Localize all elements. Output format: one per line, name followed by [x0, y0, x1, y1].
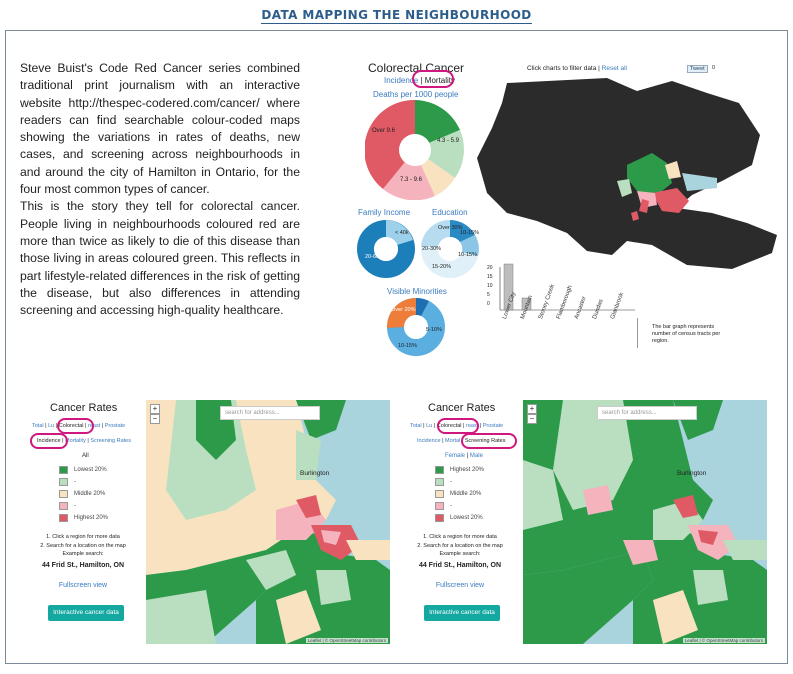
right-panel-title: Cancer Rates	[428, 402, 496, 414]
highlight-mortality	[412, 70, 454, 88]
left-legend-label-3: -	[74, 503, 76, 509]
right-tab-mortality[interactable]: Mortal	[445, 438, 461, 444]
left-map-city-label: Burlington	[300, 470, 330, 477]
right-highlight-colorectal	[437, 418, 479, 434]
bar-label-1: Mountain	[520, 294, 535, 321]
tab-sep: |	[420, 76, 423, 85]
visible-minorities-label: Visible Minorities	[387, 287, 447, 296]
bar-note: The bar graph represents number of census tracts per region.	[652, 324, 721, 344]
right-legend-label-3: -	[450, 503, 452, 509]
paragraph-2: This is the story they tell for colorectal cancer. People living in neighbourhoods coloured red are more than twice as likely to die of this disease than those living in areas coloured green. This reflects in part lifestyle-related differences in the risk of getting the disease, but also differences in attending screening and accessing high-quality healthcare.	[20, 199, 300, 318]
tab-mortality[interactable]: Mortality	[424, 76, 456, 85]
left-legend-head: All	[82, 453, 89, 459]
right-legend-swatch-3	[435, 502, 444, 510]
left-legend-label-2: Middle 20%	[74, 491, 106, 497]
tweet-button[interactable]: Tweet	[687, 65, 708, 73]
right-gender-male[interactable]: Male	[469, 453, 483, 459]
left-legend-swatch-4	[59, 514, 68, 522]
left-tab-breast[interactable]: reast	[88, 423, 101, 429]
bar-label-0: Lower City	[502, 291, 518, 321]
slice-label-lowest: 4.3 - 5.9	[437, 138, 460, 144]
left-map-attribution: Leaflet | © OpenStreetMap contributors	[307, 638, 386, 643]
slice-label-high: 7.3 - 9.6	[400, 177, 423, 183]
left-choropleth-map[interactable]	[146, 400, 390, 644]
left-legend-swatch-3	[59, 502, 68, 510]
right-map-attribution: Leaflet | © OpenStreetMap contributors	[684, 638, 763, 643]
tweet-count: 0	[712, 65, 716, 71]
right-legend-label-2: Middle 20%	[450, 491, 482, 497]
bar-note-divider	[637, 318, 639, 348]
right-tab-lung[interactable]: Lu	[426, 423, 433, 429]
education-label: Education	[432, 208, 468, 217]
vm-slice-label-2: 5-10%	[426, 327, 442, 333]
education-slice-label-3: 20-30%	[422, 246, 441, 252]
bar-label-5: Dundas	[592, 298, 605, 321]
left-tab-prostate[interactable]: Prostate	[104, 423, 126, 429]
right-instructions: 1. Click a region for more data 2. Search for a location on the map Example search:	[417, 534, 503, 557]
article-body	[20, 60, 300, 319]
left-highlight-incidence	[30, 433, 68, 449]
left-tab-incidence[interactable]: Incidence	[37, 438, 61, 444]
left-legend-label-4: Highest 20%	[74, 515, 109, 521]
education-slice-label-2: 10-15%	[460, 230, 479, 236]
paragraph-1: Steve Buist's Code Red Cancer series combined traditional print journalism with an interactive website http://thespec-codered.com/cancer/ where readers can find searchable colour-coded maps showing the variations in rates of deaths, new cases, and screening across neighbourhoods in and around the city of Hamilton in Ontario, for the four most common types of cancer.	[20, 61, 300, 197]
left-instructions: 1. Click a region for more data 2. Search for a location on the map Example search:	[40, 534, 126, 557]
right-legend-swatch-4	[435, 514, 444, 522]
bar-label-3: Flamborough	[556, 284, 574, 321]
mortality-donut-chart[interactable]	[365, 100, 465, 200]
right-zoom-controls	[527, 404, 537, 424]
right-legend-label-1: -	[450, 479, 452, 485]
bar-label-2: Stoney Creek	[538, 283, 557, 321]
reset-all-link[interactable]: Reset all	[601, 65, 627, 72]
left-panel-title: Cancer Rates	[50, 402, 118, 414]
right-tab-incidence[interactable]: Incidence	[417, 438, 441, 444]
left-legend-label-0: Lowest 20%	[74, 467, 107, 473]
dashboard-subtitle: Deaths per 1000 people	[373, 90, 459, 99]
right-map-tiles	[523, 400, 767, 644]
left-legend-swatch-0	[59, 466, 68, 474]
left-tab-colorectal[interactable]: Colorectal	[58, 423, 84, 429]
right-gender-filter: Female | Male	[445, 453, 483, 459]
slice-label-highest: Over 9.6	[372, 128, 396, 134]
left-tab-lung[interactable]: Lu	[48, 423, 55, 429]
right-map-city-label: Burlington	[677, 470, 707, 477]
right-example-address: 44 Frid St., Hamilton, ON	[418, 562, 502, 569]
right-gender-female[interactable]: Female	[445, 453, 466, 459]
right-zoom-out-button[interactable]: −	[527, 414, 537, 424]
left-legend-label-1: -	[74, 479, 76, 485]
right-legend-swatch-0	[435, 466, 444, 474]
family-income-donut[interactable]	[357, 220, 415, 278]
left-legend-swatch-1	[59, 478, 68, 486]
right-tab-breast[interactable]: reast	[466, 423, 479, 429]
right-tab-colorectal[interactable]: Colorectal	[436, 423, 462, 429]
right-legend-label-0: Highest 20%	[450, 467, 485, 473]
right-choropleth-map[interactable]	[523, 400, 767, 644]
filter-text: Click charts to filter data | Reset all	[527, 65, 627, 72]
left-highlight-colorectal	[57, 418, 94, 434]
left-zoom-out-button[interactable]: −	[150, 414, 160, 424]
right-legend-swatch-1	[435, 478, 444, 486]
left-tab-mortality[interactable]: Mortality	[65, 438, 86, 444]
right-tab-prostate[interactable]: Prostate	[482, 423, 504, 429]
left-zoom-controls	[150, 404, 160, 424]
right-zoom-in-button[interactable]: +	[527, 404, 537, 414]
vm-slice-label-3: 10-15%	[398, 343, 417, 349]
left-map-tiles	[146, 400, 390, 644]
right-interactive-data-button[interactable]: Interactive cancer data	[424, 605, 500, 621]
tab-incidence[interactable]: Incidence	[384, 76, 419, 85]
bar-label-6: Glanbrook	[610, 291, 626, 321]
right-map-search-input[interactable]: search for address...	[597, 406, 697, 420]
bar-label-4: Ancaster	[574, 295, 588, 321]
family-income-slice-label-1: 20-60k	[365, 254, 382, 260]
education-slice-label-1: Over 30%	[438, 225, 463, 231]
left-tabs-row1: Total | Lu | Colorectal | reast | Prostate	[32, 423, 126, 429]
right-tab-total[interactable]: Total	[410, 423, 422, 429]
left-interactive-data-button[interactable]: Interactive cancer data	[48, 605, 124, 621]
education-slice-label-5: 10-15%	[458, 252, 477, 258]
bar-axis-ticks: 20 15 10 5 0	[487, 265, 493, 307]
education-slice-label-4: 15-20%	[432, 264, 451, 270]
family-income-slice-label-2: < 40k	[395, 230, 409, 236]
left-tab-screening[interactable]: Screening Rates	[90, 438, 131, 444]
family-income-label: Family Income	[358, 208, 411, 217]
left-tabs-row2: Incidence | Mortality | Screening Rates	[37, 438, 131, 444]
left-zoom-in-button[interactable]: +	[150, 404, 160, 414]
page-title: DATA MAPPING THE NEIGHBOURHOOD	[261, 8, 532, 22]
right-legend-swatch-2	[435, 490, 444, 498]
left-map-search-input[interactable]: search for address...	[220, 406, 320, 420]
right-legend-label-4: Lowest 20%	[450, 515, 483, 521]
right-fullscreen-link[interactable]: Fullscreen view	[435, 582, 485, 589]
right-highlight-screening	[461, 433, 517, 449]
left-legend-swatch-2	[59, 490, 68, 498]
right-tabs-row2: Incidence | Mortal | Screening Rates	[417, 438, 506, 444]
hamilton-region-map[interactable]	[477, 73, 782, 273]
vm-slice-label-1: Over 20%	[391, 307, 416, 313]
left-fullscreen-link[interactable]: Fullscreen view	[58, 582, 108, 589]
dashboard-title: Colorectal Cancer	[368, 61, 465, 75]
right-tabs-row1: Total | Lu | Colorectal | reast | Prostate	[410, 423, 504, 429]
left-example-address: 44 Frid St., Hamilton, ON	[41, 562, 125, 569]
right-tab-screening[interactable]: Screening Rates	[464, 438, 506, 444]
left-tab-total[interactable]: Total	[32, 423, 44, 429]
